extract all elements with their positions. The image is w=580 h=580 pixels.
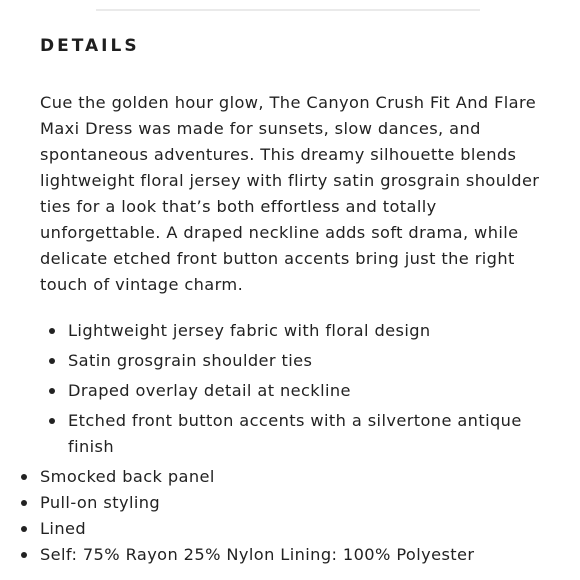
list-item: Satin grosgrain shoulder ties <box>68 348 558 374</box>
feature-list <box>68 318 558 464</box>
details-heading: DETAILS <box>40 36 140 56</box>
list-item: Lined <box>40 516 560 542</box>
list-item: Draped overlay detail at neckline <box>68 378 558 404</box>
list-item: Smocked back panel <box>40 464 560 490</box>
list-item: Pull-on styling <box>40 490 560 516</box>
top-divider <box>96 9 480 11</box>
list-item: Lightweight jersey fabric with floral design <box>68 318 558 344</box>
spec-list <box>40 464 560 568</box>
product-description: Cue the golden hour glow, The Canyon Crush Fit And Flare Maxi Dress was made for sunsets, slow dances, and spontaneous adventures. This dreamy silhouette blends lightweight floral jersey with flirty satin grosgrain shoulder ties for a look that’s both effortless and totally unforgettable. A draped neckline adds soft drama, while delicate etched front button accents bring just the right touch of vintage charm. <box>40 93 540 294</box>
list-item: Etched front button accents with a silvertone antique finish <box>68 408 558 460</box>
list-item: Self: 75% Rayon 25% Nylon Lining: 100% Polyester <box>40 542 560 568</box>
